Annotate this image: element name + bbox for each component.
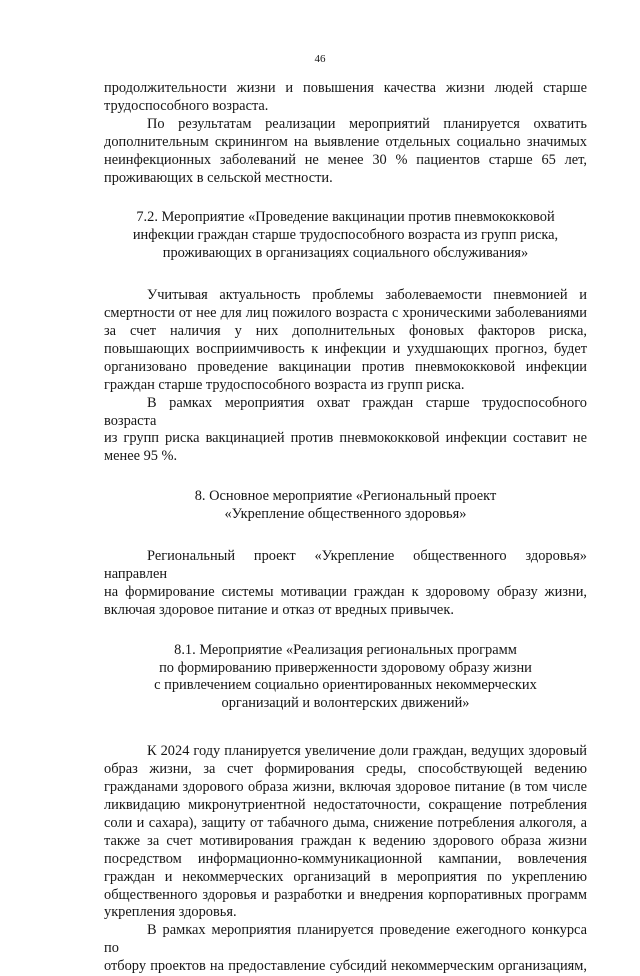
heading-line: 8.1. Мероприятие «Реализация региональных программ <box>174 641 517 658</box>
paragraph-line: из групп риска вакцинацией против пневмококковой инфекции составит не <box>104 430 587 447</box>
paragraph-line: продолжительности жизни и повышения качества жизни людей старше <box>104 80 587 96</box>
heading-line: по формированию приверженности здоровому образу жизни <box>159 659 532 676</box>
paragraph-line: граждан старше трудоспособного возраста из групп риска. <box>104 376 465 393</box>
paragraph-line: образ жизни, за счет формирования среды, способствующей ведению <box>104 761 587 778</box>
paragraph-line: отбору проектов на предоставление субсидий некоммерческим организациям, <box>104 958 587 975</box>
paragraph-line: за счет наличия у них дополнительных фоновых факторов риска, <box>104 322 587 339</box>
paragraph-line: В рамках мероприятия охват граждан старше трудоспособного возраста <box>104 394 587 429</box>
paragraph-line: смертности от нее для лиц пожилого возраста с хроническими заболеваниями <box>104 305 587 322</box>
paragraph-line: К 2024 году планируется увеличение доли граждан, ведущих здоровый <box>147 743 587 760</box>
heading-line: 7.2. Мероприятие «Проведение вакцинации против пневмококковой <box>136 209 555 226</box>
paragraph-line: проживающих в сельской местности. <box>104 169 333 186</box>
paragraph-line: соли и сахара), защиту от табачного дыма, снижение потребления алкоголя, а <box>104 814 587 831</box>
paragraph-line: укрепления здоровья. <box>104 904 237 921</box>
paragraph-line: трудоспособного возраста. <box>104 97 269 114</box>
paragraph-line: повышающих восприимчивость к инфекции и ухудшающих прогноз, будет <box>104 340 587 357</box>
paragraph-line: неинфекционных заболеваний не менее 30 % пациентов старше 65 лет, <box>104 151 587 168</box>
paragraph-line: на формирование системы мотивации граждан к здоровому образу жизни, <box>104 583 587 600</box>
heading-line: проживающих в организациях социального обслуживания» <box>162 245 529 262</box>
paragraph-line: включая здоровое питание и отказ от вредных привычек. <box>104 601 454 618</box>
paragraph-line: ликвидацию микронутриентной недостаточности, сокращение потребления <box>104 797 587 813</box>
paragraph-line: общественного здоровья и разработки и внедрения корпоративных программ <box>104 886 587 903</box>
paragraph-line: посредством информационно-коммуникационной кампании, вовлечения <box>104 850 587 867</box>
section-heading-7-2 <box>104 209 587 263</box>
paragraph-line: граждан и некоммерческих организаций в мероприятия по укреплению <box>104 868 587 885</box>
document-body <box>104 80 587 976</box>
section-heading-8 <box>104 488 587 524</box>
paragraph-line: организовано проведение вакцинации против пневмококковой инфекции <box>104 358 587 375</box>
paragraph-line: гражданами здорового образа жизни, включая здоровое питание (в том числе <box>104 779 587 796</box>
heading-line: 8. Основное мероприятие «Региональный проект <box>194 488 497 505</box>
heading-line: с привлечением социально ориентированных некоммерческих <box>154 677 537 694</box>
paragraph-line: По результатам реализации мероприятий планируется охватить <box>147 115 587 132</box>
paragraph-line: также за счет мотивирования граждан к ведению здорового образа жизни <box>104 832 587 849</box>
page-number: 46 <box>314 53 326 65</box>
heading-line: инфекции граждан старше трудоспособного возраста из групп риска, <box>132 227 559 244</box>
heading-line: организаций и волонтерских движений» <box>221 695 470 712</box>
section-heading-8-1 <box>104 642 587 714</box>
paragraph-line: менее 95 %. <box>104 448 178 465</box>
paragraph-line: В рамках мероприятия планируется проведение ежегодного конкурса по <box>104 922 587 957</box>
heading-line: «Укрепление общественного здоровья» <box>224 506 467 523</box>
paragraph-line: Региональный проект «Укрепление общественного здоровья» направлен <box>104 548 587 582</box>
paragraph-line: дополнительным скринингом на выявление отдельных социально значимых <box>104 133 587 150</box>
paragraph-line: Учитывая актуальность проблемы заболеваемости пневмонией и <box>147 287 587 304</box>
